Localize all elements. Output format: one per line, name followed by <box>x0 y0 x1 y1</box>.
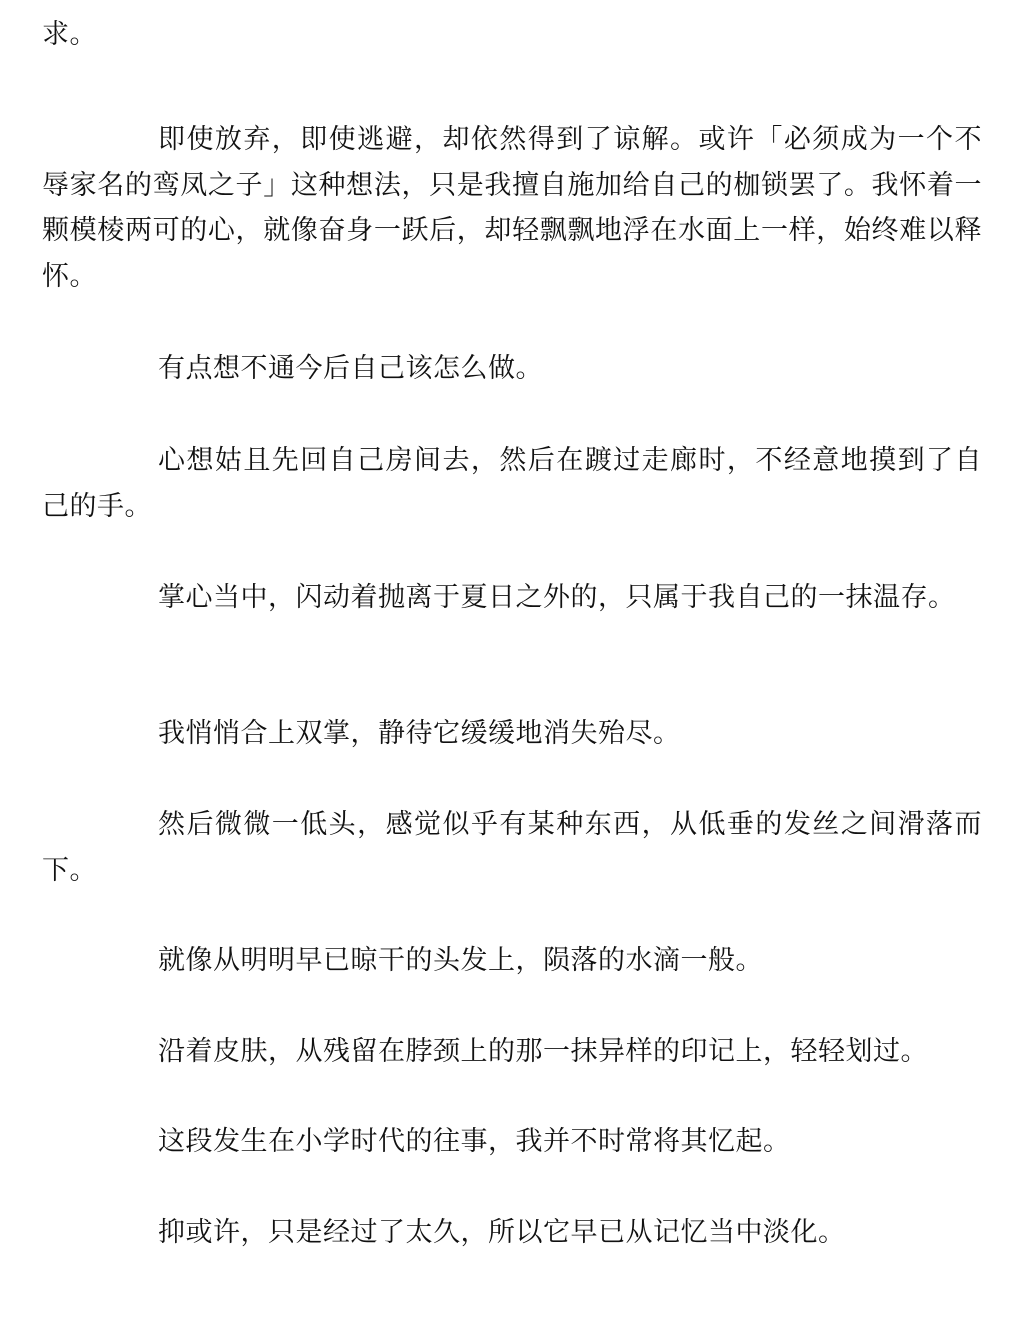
paragraph-8: 就像从明明早已晾干的头发上，陨落的水滴一般。 <box>158 945 763 976</box>
paragraph-1: 求。 <box>42 19 97 50</box>
paragraph-4: 心想姑且先回自己房间去，然后在踱过走廊时，不经意地摸到了自己的手。 <box>42 445 982 522</box>
paragraph-5: 掌心当中，闪动着抛离于夏日之外的，只属于我自己的一抹温存。 <box>158 582 956 613</box>
paragraph-2: 即使放弃，即使逃避，却依然得到了谅解。或许「必须成为一个不辱家名的鸾凤之子」这种想法，只是我擅自施加给自己的枷锁罢了。我怀着一颗模棱两可的心，就像奋身一跃后，却轻飘飘地浮在水面上一样，始终难以释怀。 <box>42 124 982 292</box>
paragraph-11: 抑或许，只是经过了太久，所以它早已从记忆当中淡化。 <box>158 1217 846 1248</box>
paragraph-10: 这段发生在小学时代的往事，我并不时常将其忆起。 <box>158 1126 791 1157</box>
paragraph-3: 有点想不通今后自己该怎么做。 <box>158 353 543 384</box>
paragraph-6: 我悄悄合上双掌，静待它缓缓地消失殆尽。 <box>158 718 681 749</box>
paragraph-9: 沿着皮肤，从残留在脖颈上的那一抹异样的印记上，轻轻划过。 <box>158 1036 928 1067</box>
paragraph-7: 然后微微一低头，感觉似乎有某种东西，从低垂的发丝之间滑落而下。 <box>42 809 982 886</box>
